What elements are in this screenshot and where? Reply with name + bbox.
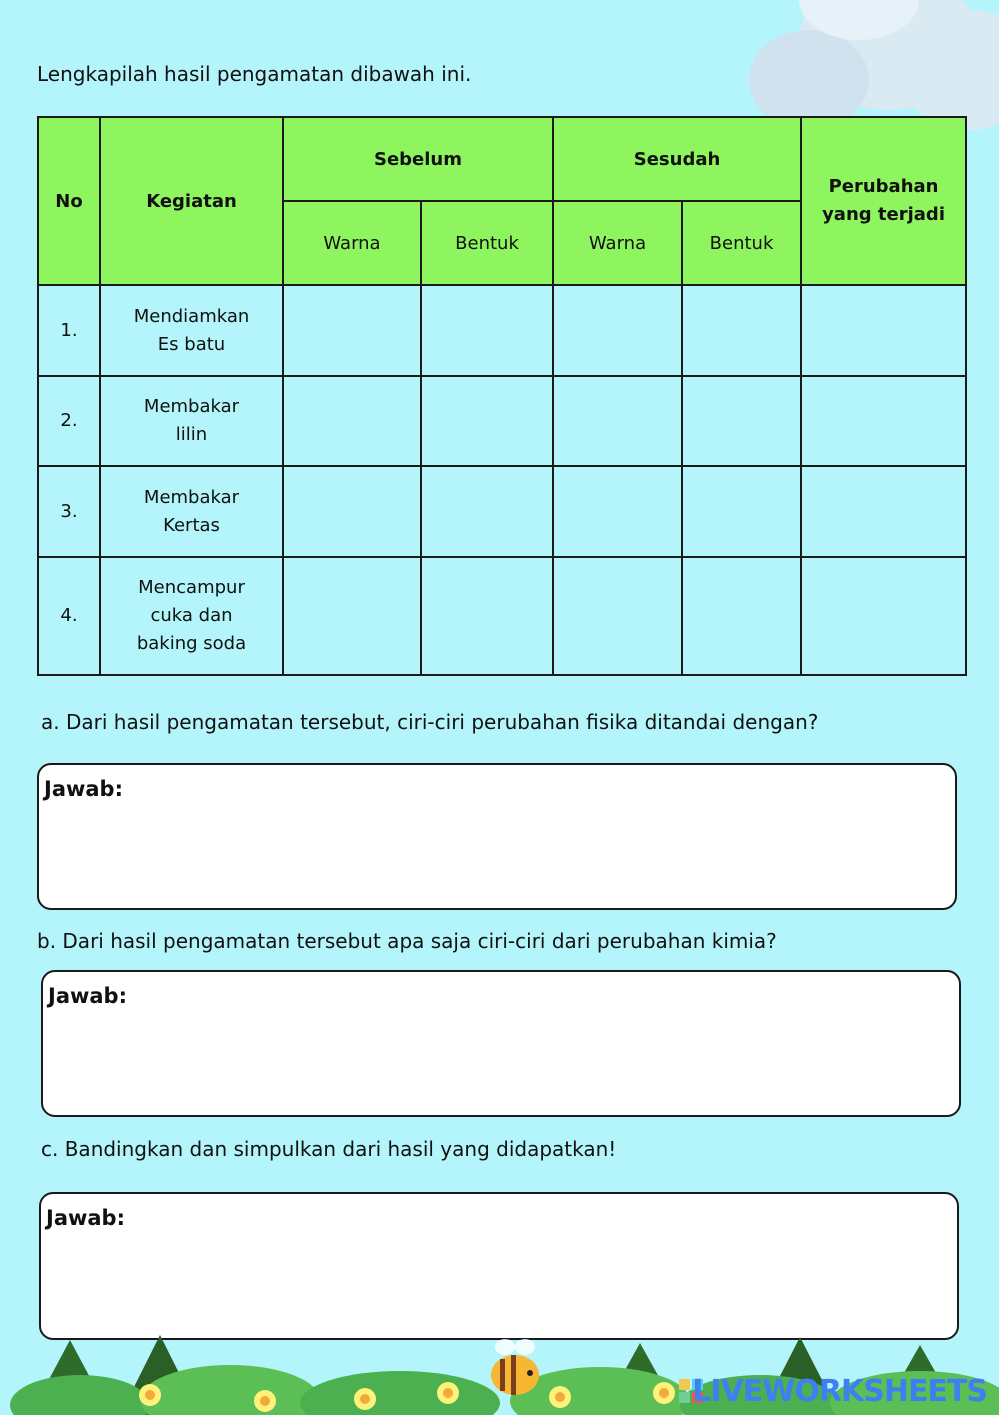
row-number: 1. [38, 285, 100, 376]
cell-sesudah-warna[interactable] [553, 466, 682, 557]
answer-box-a[interactable] [37, 763, 957, 910]
cell-perubahan[interactable] [801, 376, 966, 466]
answer-label: Jawab: [48, 984, 127, 1008]
header-sebelum-warna: Warna [283, 201, 421, 285]
cell-sesudah-warna[interactable] [553, 376, 682, 466]
table-row [38, 466, 966, 557]
table-row [38, 285, 966, 376]
question-c: c. Bandingkan dan simpulkan dari hasil yang didapatkan! [41, 1137, 617, 1161]
question-a: a. Dari hasil pengamatan tersebut, ciri-ciri perubahan fisika ditandai dengan? [41, 710, 819, 734]
activity-line: baking soda [136, 633, 247, 654]
cell-perubahan[interactable] [801, 466, 966, 557]
header-kegiatan: Kegiatan [100, 117, 283, 285]
table-row [38, 376, 966, 466]
row-number: 4. [38, 557, 100, 675]
activity-line: Es batu [157, 333, 226, 355]
cell-sesudah-bentuk[interactable] [682, 285, 801, 376]
header-sesudah: Sesudah [553, 117, 801, 201]
answer-box-c[interactable] [39, 1192, 959, 1340]
answer-input-a[interactable] [45, 807, 945, 898]
flower-icon [254, 1390, 276, 1412]
cell-sebelum-warna[interactable] [283, 285, 421, 376]
brand-name[interactable]: LIVEWORKSHEETS [692, 1374, 987, 1409]
row-number: 2. [38, 376, 100, 466]
flower-icon [354, 1388, 376, 1410]
cell-sebelum-bentuk[interactable] [421, 376, 553, 466]
activity-line: Membakar [143, 396, 240, 417]
cell-sesudah-bentuk[interactable] [682, 376, 801, 466]
flower-icon [549, 1386, 571, 1408]
activity-line: Mencampur [138, 577, 245, 598]
row-activity [100, 557, 283, 675]
header-no: No [38, 117, 100, 285]
cell-sebelum-warna[interactable] [283, 376, 421, 466]
cell-sesudah-bentuk[interactable] [682, 466, 801, 557]
answer-input-b[interactable] [49, 1014, 949, 1105]
question-b: b. Dari hasil pengamatan tersebut apa saja ciri-ciri dari perubahan kimia? [37, 929, 777, 953]
activity-line: cuka dan [150, 605, 233, 626]
cell-sebelum-bentuk[interactable] [421, 285, 553, 376]
instruction-text: Lengkapilah hasil pengamatan dibawah ini. [37, 62, 472, 86]
cell-sebelum-bentuk[interactable] [421, 557, 553, 675]
table-row [38, 557, 966, 675]
answer-box-b[interactable] [41, 970, 961, 1117]
flower-icon [139, 1384, 161, 1406]
cell-perubahan[interactable] [801, 557, 966, 675]
row-activity [100, 285, 283, 376]
answer-label: Jawab: [46, 1206, 125, 1230]
activity-line: lilin [175, 424, 208, 445]
cell-sesudah-warna[interactable] [553, 557, 682, 675]
header-sesudah-bentuk: Bentuk [682, 201, 801, 285]
row-activity [100, 466, 283, 557]
cell-sebelum-bentuk[interactable] [421, 466, 553, 557]
cell-sesudah-warna[interactable] [553, 285, 682, 376]
flower-icon [653, 1382, 675, 1404]
header-sebelum: Sebelum [283, 117, 553, 201]
bee-icon [491, 1339, 539, 1395]
flower-icon [437, 1382, 459, 1404]
answer-input-c[interactable] [47, 1236, 947, 1328]
header-sebelum-bentuk: Bentuk [421, 201, 553, 285]
cell-sebelum-warna[interactable] [283, 557, 421, 675]
row-number: 3. [38, 466, 100, 557]
header-perubahan: Perubahan yang terjadi [801, 117, 966, 285]
cell-sebelum-warna[interactable] [283, 466, 421, 557]
cell-sesudah-bentuk[interactable] [682, 557, 801, 675]
cell-perubahan[interactable] [801, 285, 966, 376]
observation-table [37, 116, 967, 676]
activity-line: Mendiamkan [133, 305, 250, 327]
activity-line: Kertas [163, 514, 220, 536]
activity-line: Membakar [143, 486, 240, 508]
answer-label: Jawab: [44, 777, 123, 801]
row-activity [100, 376, 283, 466]
header-sesudah-warna: Warna [553, 201, 682, 285]
